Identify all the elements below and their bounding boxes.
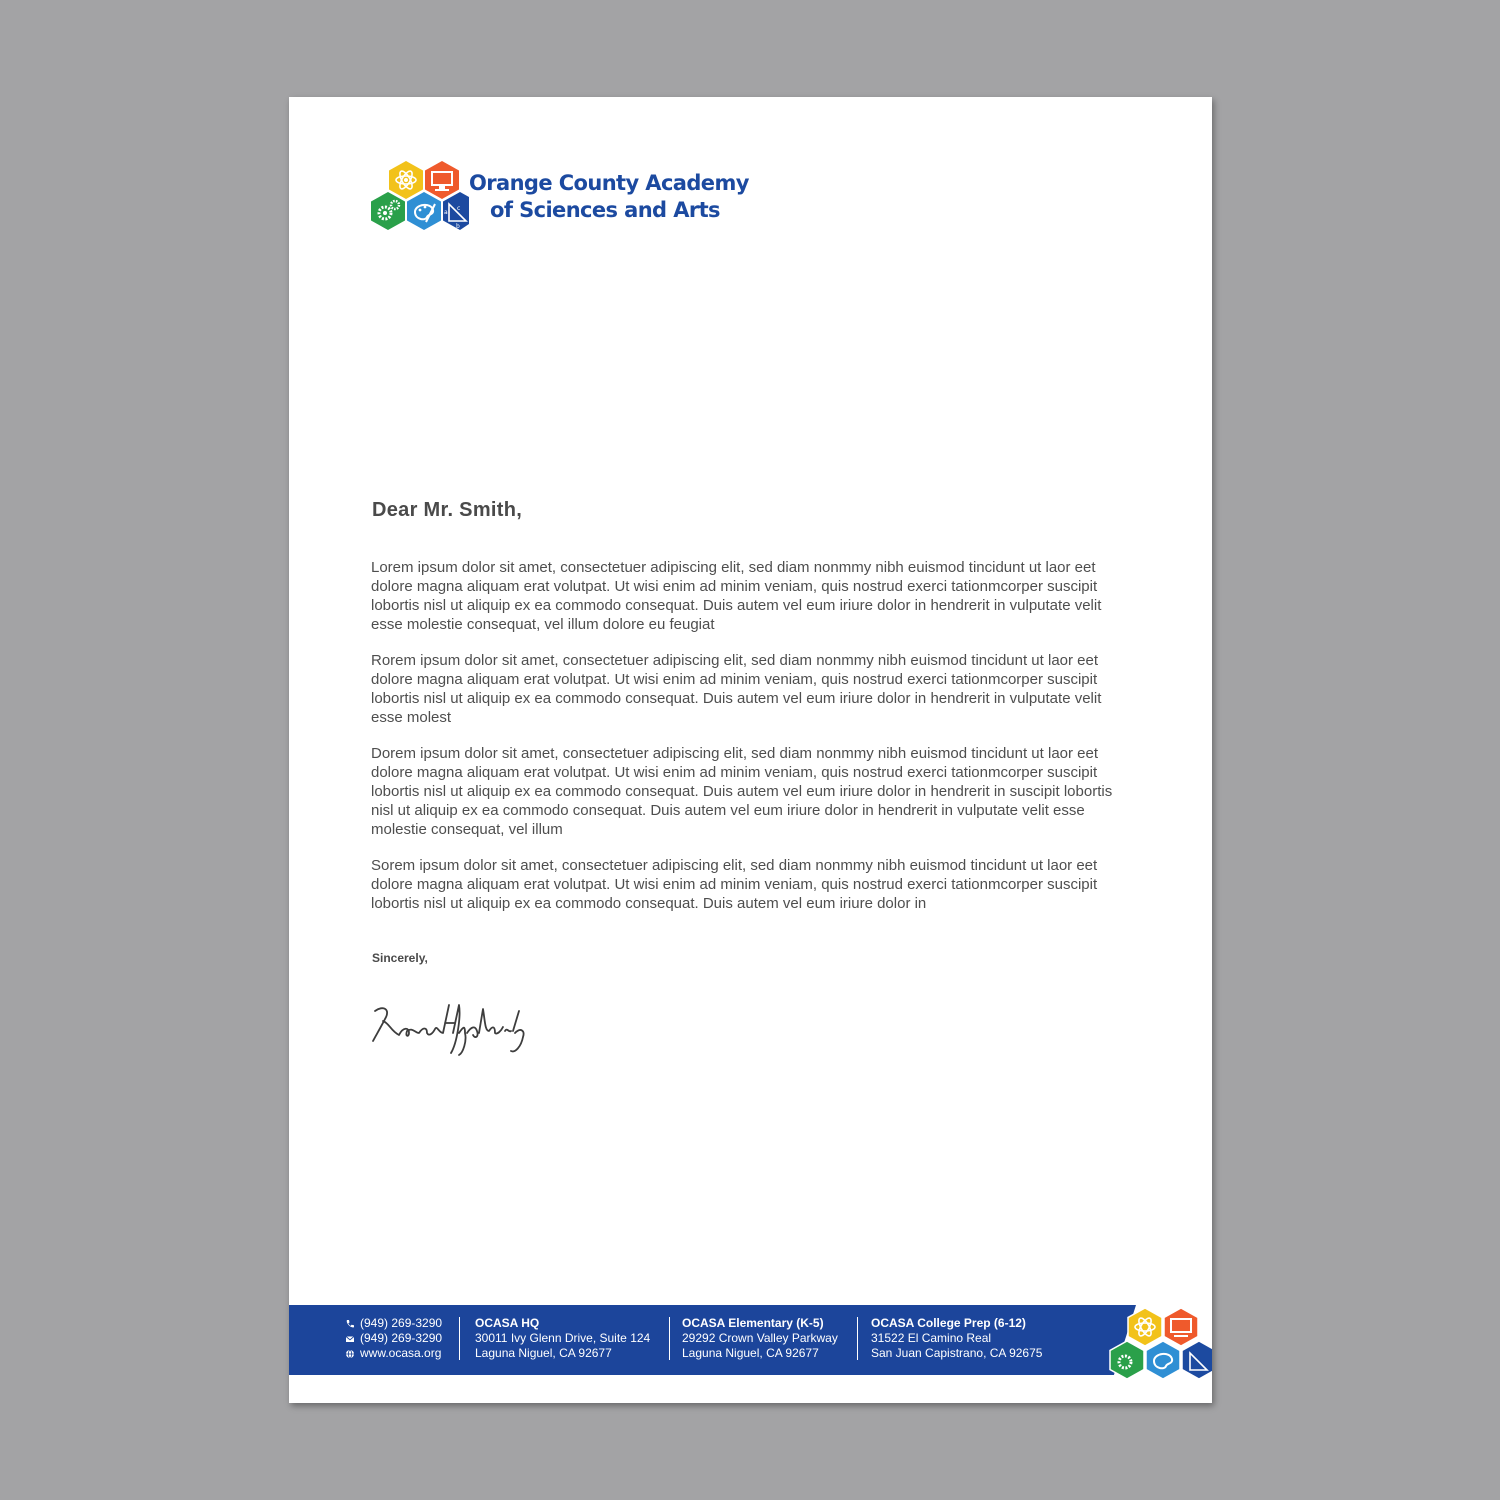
location-elementary-city: Laguna Niguel, CA 92677 [682, 1346, 819, 1360]
location-college-prep-street: 31522 El Camino Real [871, 1331, 992, 1345]
signature [369, 997, 529, 1057]
letter-paragraph: Sorem ipsum dolor sit amet, consectetuer adipiscing elit, sed diam nonmmy nibh euismod tincidunt ut laor eet dolore magna aliquam erat volutpat. Ut wisi enim ad minim veniam, quis nostrud exerci tationmcorper suscipit lobortis nisl ut aliquip ex ea commodo consequat. Duis autem vel eum iriure dolor in [371, 857, 1098, 912]
svg-text:b: b [456, 223, 460, 230]
contact-fax: (949) 269-3290 [360, 1331, 443, 1345]
letter-greeting: Dear Mr. Smith, [372, 499, 523, 521]
letter-paragraph: Lorem ipsum dolor sit amet, consectetuer adipiscing elit, sed diam nonmmy nibh euismod tincidunt ut laor eet dolore magna aliquam erat volutpat. Ut wisi enim ad minim veniam, quis nostrud exerci tationmcorper suscipit lobortis nisl ut aliquip ex ea commodo consequat. Duis autem vel eum iriure dolor in hendrerit in vulputate velit esse molestie consequat, vel illum dolore eu feugiat [371, 559, 1102, 633]
phone-icon [345, 1319, 355, 1329]
footer-divider [669, 1317, 670, 1360]
footer-logo-mark [1104, 1303, 1212, 1383]
gears-hexagon [371, 192, 405, 230]
triangle-ruler-hexagon [443, 192, 469, 230]
monitor-hexagon [425, 161, 459, 199]
location-college-prep-name: OCASA College Prep (6-12) [871, 1316, 1026, 1330]
globe-icon [345, 1349, 355, 1359]
contact-website[interactable]: www.ocasa.org [360, 1346, 442, 1360]
location-college-prep-city: San Juan Capistrano, CA 92675 [871, 1346, 1043, 1360]
letterhead-page [289, 97, 1212, 1403]
contact-phone: (949) 269-3290 [360, 1316, 443, 1330]
mail-icon [345, 1334, 355, 1344]
location-hq-name: OCASA HQ [475, 1316, 540, 1330]
location-hq-city: Laguna Niguel, CA 92677 [475, 1346, 612, 1360]
atom-hexagon [389, 161, 423, 199]
location-college-prep [871, 1316, 1042, 1361]
footer-divider [857, 1317, 858, 1360]
palette-hexagon [407, 192, 441, 230]
school-name-line2: of Sciences and Arts [490, 198, 720, 222]
school-logo [371, 160, 749, 232]
contact-phone-row [345, 1316, 442, 1331]
school-name [469, 170, 749, 224]
location-hq-street: 30011 Ivy Glenn Drive, Suite 124 [475, 1331, 651, 1345]
letter-closing: Sincerely, [372, 951, 428, 965]
contact-fax-row [345, 1331, 442, 1346]
letter-paragraph: Rorem ipsum dolor sit amet, consectetuer adipiscing elit, sed diam nonmmy nibh euismod tincidunt ut laor eet dolore magna aliquam erat volutpat. Ut wisi enim ad minim veniam, quis nostrud exerci tationmcorper suscipit lobortis nisl ut aliquip ex ea commodo consequat. Duis autem vel eum iriure dolor in hendrerit in vulputate velit esse molest [371, 652, 1102, 726]
location-elementary-street: 29292 Crown Valley Parkway [682, 1331, 838, 1345]
letter-body [371, 558, 1131, 930]
logo-hexagon-mark [371, 160, 469, 232]
location-hq [475, 1316, 650, 1361]
footer-divider [459, 1317, 460, 1360]
letter-paragraph: Dorem ipsum dolor sit amet, consectetuer adipiscing elit, sed diam nonmmy nibh euismod tincidunt ut laor eet dolore magna aliquam erat volutpat. Ut wisi enim ad minim veniam, quis nostrud exerci tationmcorper suscipit lobortis nisl ut aliquip ex ea commodo consequat. Duis autem vel eum iriure dolor in hendrerit in suscipit lobortis nisl ut aliquip ex ea commodo consequat. Duis autem vel eum iriure dolor in hendrerit in vulputate velit esse molestie consequat, vel illum [371, 745, 1113, 838]
contact-web-row [345, 1346, 442, 1361]
svg-text:a: a [444, 209, 448, 216]
footer-contact [345, 1316, 442, 1361]
svg-text:c: c [457, 205, 461, 212]
location-elementary-name: OCASA Elementary (K-5) [682, 1316, 824, 1330]
location-elementary [682, 1316, 838, 1361]
school-name-line1: Orange County Academy [469, 171, 749, 195]
